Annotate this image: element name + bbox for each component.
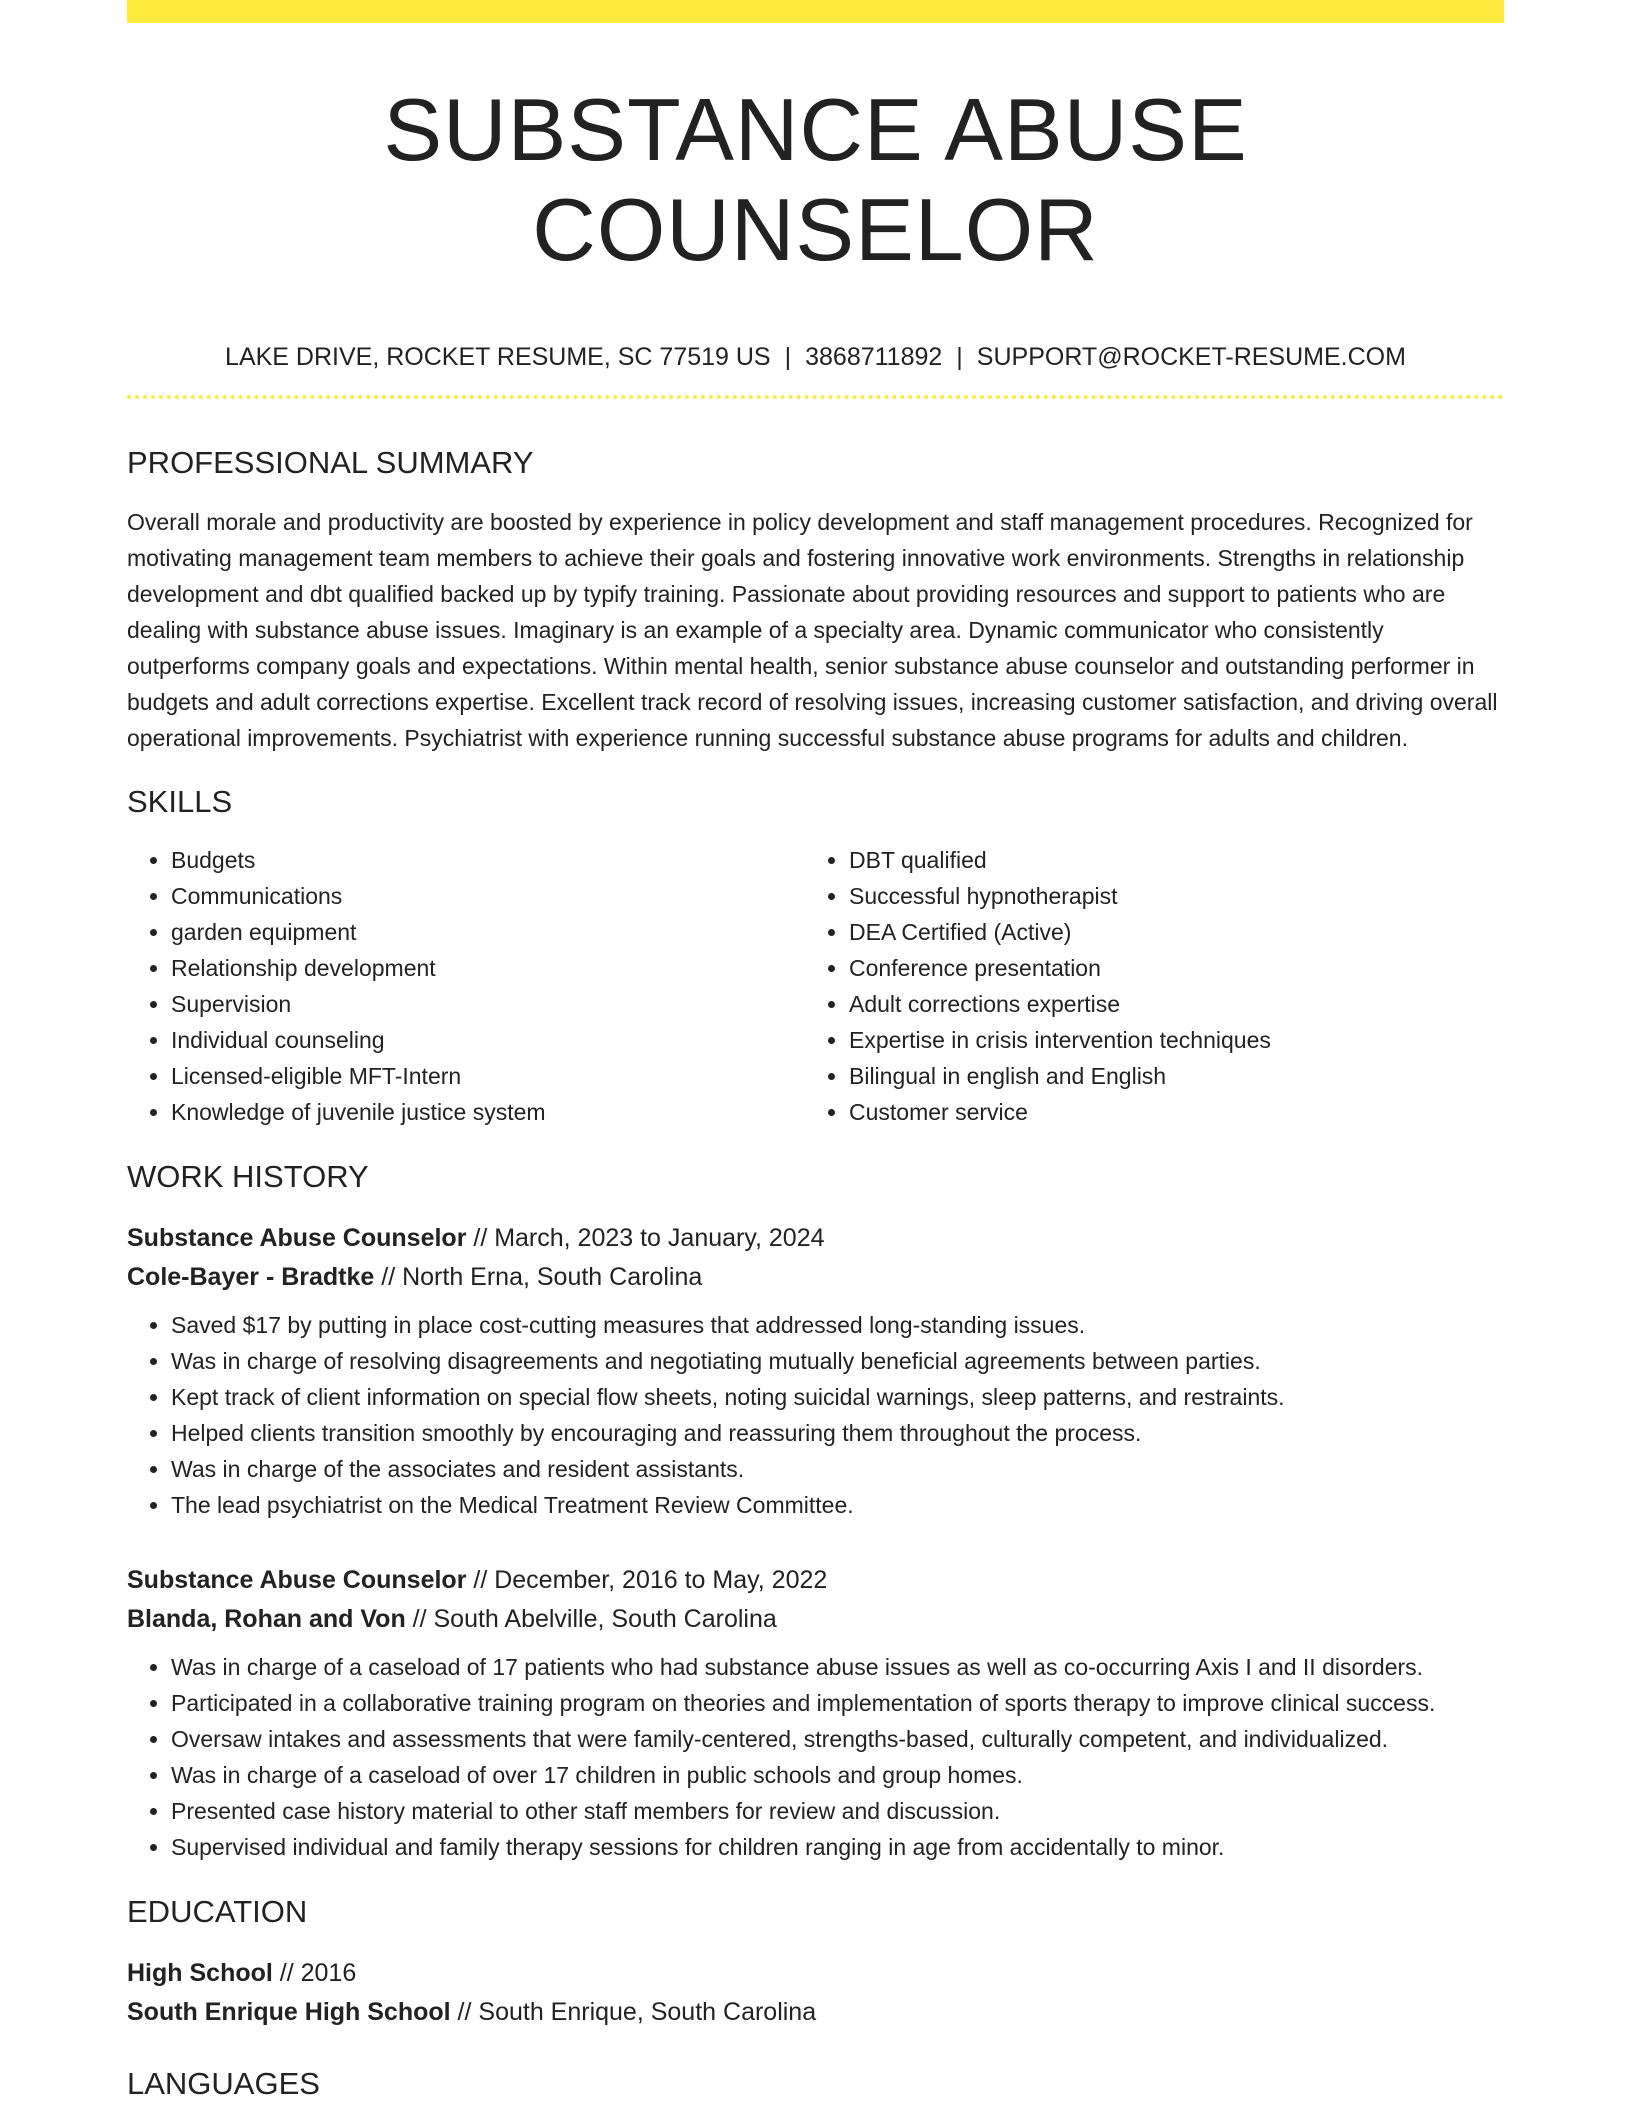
job-bullet: • Participated in a collaborative training program on theories and implementation of sports therapy to improve clinical success. <box>171 1685 1504 1721</box>
contact-phone: 3868711892 <box>805 343 943 371</box>
job-bullet: • Kept track of client information on special flow sheets, noting suicidal warnings, sleep patterns, and restraints. <box>171 1379 1504 1415</box>
contact-separator: | <box>956 343 963 371</box>
job-company-line <box>127 1258 1504 1297</box>
skills-list <box>127 842 1504 1130</box>
skill-item: • Bilingual in english and English <box>849 1058 1504 1094</box>
skill-item: • Expertise in crisis intervention techniques <box>849 1022 1504 1058</box>
job-company: Cole-Bayer - Bradtke <box>127 1263 375 1291</box>
job-bullet: • Oversaw intakes and assessments that were family-centered, strengths-based, culturally competent, and individualized. <box>171 1721 1504 1757</box>
skill-item: • DEA Certified (Active) <box>849 914 1504 950</box>
job-role-line <box>127 1219 1504 1258</box>
job-company: Blanda, Rohan and Von <box>127 1605 406 1633</box>
job-bullet: • Was in charge of the associates and resident assistants. <box>171 1451 1504 1487</box>
job-bullet: • Was in charge of a caseload of over 17 children in public schools and group homes. <box>171 1757 1504 1793</box>
job-dates: // March, 2023 to January, 2024 <box>466 1224 825 1252</box>
skill-item: • Supervision <box>171 986 805 1022</box>
contact-separator: | <box>784 343 792 371</box>
job-dates: // December, 2016 to May, 2022 <box>466 1566 828 1594</box>
skill-item: • DBT qualified <box>849 842 1504 878</box>
education-school: South Enrique High School <box>127 1998 451 2026</box>
job-role: Substance Abuse Counselor <box>127 1224 467 1252</box>
job-bullet: • Was in charge of a caseload of 17 patients who had substance abuse issues as well as co-occurring Axis I and II disorders. <box>171 1649 1504 1685</box>
skill-item: • garden equipment <box>171 914 805 950</box>
job-bullet: • Helped clients transition smoothly by encouraging and reassuring them throughout the process. <box>171 1415 1504 1451</box>
skills-column-right <box>805 842 1504 1130</box>
skill-item: • Conference presentation <box>849 950 1504 986</box>
skills-heading: SKILLS <box>127 784 233 819</box>
job-bullets <box>127 1649 1504 1865</box>
education-degree-line <box>127 1954 1504 1993</box>
job-bullets <box>127 1307 1504 1523</box>
job-role-line <box>127 1561 1504 1600</box>
skill-item: • Budgets <box>171 842 805 878</box>
job-role: Substance Abuse Counselor <box>127 1566 467 1594</box>
work-history-heading: WORK HISTORY <box>127 1159 369 1194</box>
job-bullet: • Saved $17 by putting in place cost-cutting measures that addressed long-standing issues. <box>171 1307 1504 1343</box>
skill-item: • Customer service <box>849 1094 1504 1130</box>
education-year: // 2016 <box>272 1959 357 1987</box>
education-location: // South Enrique, South Carolina <box>450 1998 817 2026</box>
education-school-line <box>127 1993 1504 2032</box>
job-bullet: • Presented case history material to other staff members for review and discussion. <box>171 1793 1504 1829</box>
skill-item: • Knowledge of juvenile justice system <box>171 1094 805 1130</box>
contact-address: LAKE DRIVE, ROCKET RESUME, SC 77519 US <box>225 343 771 371</box>
job-company-line <box>127 1600 1504 1639</box>
summary-heading: PROFESSIONAL SUMMARY <box>127 445 534 480</box>
skills-column-left <box>127 842 805 1130</box>
job-bullet: • Was in charge of resolving disagreements and negotiating mutually beneficial agreements between parties. <box>171 1343 1504 1379</box>
skill-item: • Licensed-eligible MFT-Intern <box>171 1058 805 1094</box>
summary-text: Overall morale and productivity are boosted by experience in policy development and staff management procedures. Recognized for motivating management team members to achieve their goals and fostering innovative work environments. Strengths in relationship development and dbt qualified backed up by typify training. Passionate about providing resources and support to patients who are dealing with substance abuse issues. Imaginary is an example of a specialty area. Dynamic communicator who consistently outperforms company goals and expectations. Within mental health, senior substance abuse counselor and outstanding performer in budgets and adult corrections expertise. Excellent track record of resolving issues, increasing customer satisfaction, and driving overall operational improvements. Psychiatrist with experience running successful substance abuse programs for adults and children. <box>127 509 1498 751</box>
skill-item: • Communications <box>171 878 805 914</box>
skill-item: • Adult corrections expertise <box>849 986 1504 1022</box>
skill-item: • Successful hypnotherapist <box>849 878 1504 914</box>
education-degree: High School <box>127 1959 273 1987</box>
education-entry <box>127 1954 1504 2032</box>
skill-item: • Individual counseling <box>171 1022 805 1058</box>
candidate-title: SUBSTANCE ABUSE COUNSELOR <box>383 80 1248 279</box>
job-location: // North Erna, South Carolina <box>374 1263 703 1291</box>
job-location: // South Abelville, South Carolina <box>405 1605 777 1633</box>
contact-email[interactable]: SUPPORT@ROCKET-RESUME.COM <box>976 343 1406 371</box>
job-bullet: • The lead psychiatrist on the Medical Treatment Review Committee. <box>171 1487 1504 1523</box>
languages-heading: LANGUAGES <box>127 2066 320 2101</box>
skill-item: • Relationship development <box>171 950 805 986</box>
job-bullet: • Supervised individual and family therapy sessions for children ranging in age from accidentally to minor. <box>171 1829 1504 1865</box>
dotted-divider <box>127 395 1504 399</box>
job-entry <box>127 1219 1504 1523</box>
resume-content <box>127 0 1504 2102</box>
job-entry <box>127 1561 1504 1865</box>
education-heading: EDUCATION <box>127 1894 308 1929</box>
contact-line <box>127 342 1504 372</box>
